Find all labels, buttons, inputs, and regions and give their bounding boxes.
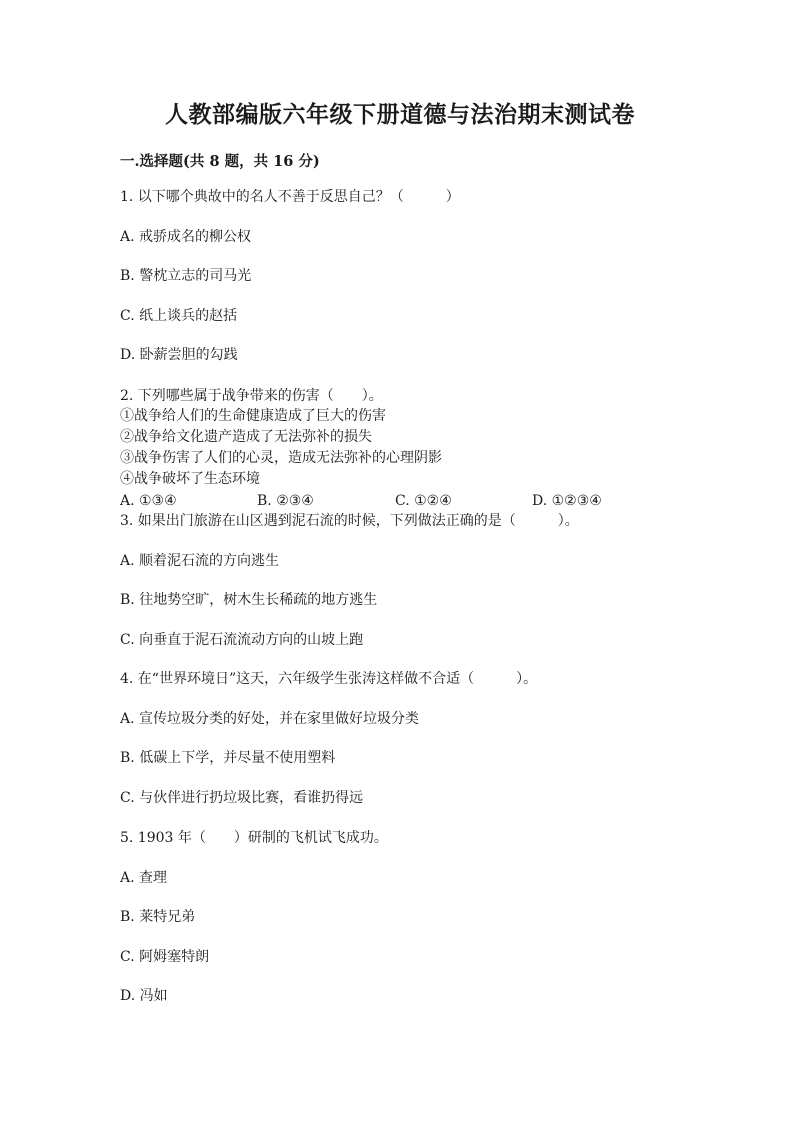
question-1-stem: 1. 以下哪个典故中的名人不善于反思自己？（ ） [120, 189, 460, 205]
question-4-stem: 4. 在“世界环境日”这天，六年级学生张涛这样做不合适（ ）。 [120, 671, 538, 687]
question-1-option-b[interactable]: B. 警枕立志的司马光 [120, 268, 252, 284]
question-2-item-1: ①战争给人们的生命健康造成了巨大的伤害 [120, 408, 386, 424]
question-3-option-c[interactable]: C. 向垂直于泥石流流动方向的山坡上跑 [120, 632, 364, 648]
section-heading: 一.选择题(共 8 题，共 16 分) [120, 153, 320, 170]
question-4-option-c[interactable]: C. 与伙伴进行扔垃圾比赛，看谁扔得远 [120, 790, 364, 806]
question-3-option-a[interactable]: A. 顺着泥石流的方向逃生 [120, 553, 280, 569]
question-3-option-b[interactable]: B. 往地势空旷，树木生长稀疏的地方逃生 [120, 592, 378, 608]
question-2-stem: 2. 下列哪些属于战争带来的伤害（ ）。 [120, 388, 383, 404]
question-5-option-a[interactable]: A. 查理 [120, 870, 168, 886]
question-2-item-4: ④战争破坏了生态环境 [120, 471, 260, 487]
question-5-stem: 5. 1903 年（ ）研制的飞机试飞成功。 [120, 830, 388, 846]
question-2-option-c[interactable]: C. ①②④ [395, 493, 452, 509]
question-2-options [120, 492, 640, 510]
question-2-option-d[interactable]: D. ①②③④ [532, 493, 602, 509]
question-5-option-b[interactable]: B. 莱特兄弟 [120, 909, 196, 925]
question-4-option-b[interactable]: B. 低碳上下学，并尽量不使用塑料 [120, 750, 336, 766]
question-5-option-d[interactable]: D. 冯如 [120, 988, 168, 1004]
question-2-item-2: ②战争给文化遗产造成了无法弥补的损失 [120, 429, 372, 445]
question-4-option-a[interactable]: A. 宣传垃圾分类的好处，并在家里做好垃圾分类 [120, 711, 420, 727]
question-1-option-d[interactable]: D. 卧薪尝胆的勾践 [120, 347, 238, 363]
question-2-option-b[interactable]: B. ②③④ [257, 493, 314, 509]
page-title: 人教部编版六年级下册道德与法治期末测试卷 [165, 101, 635, 128]
question-5-option-c[interactable]: C. 阿姆塞特朗 [120, 949, 210, 965]
question-2-option-a[interactable]: A. ①③④ [120, 493, 177, 509]
question-1-option-a[interactable]: A. 戒骄成名的柳公权 [120, 229, 252, 245]
question-2-item-3: ③战争伤害了人们的心灵，造成无法弥补的心理阴影 [120, 450, 442, 466]
question-1-option-c[interactable]: C. 纸上谈兵的赵括 [120, 308, 238, 324]
question-3-stem: 3. 如果出门旅游在山区遇到泥石流的时候，下列做法正确的是（ ）。 [120, 513, 579, 529]
